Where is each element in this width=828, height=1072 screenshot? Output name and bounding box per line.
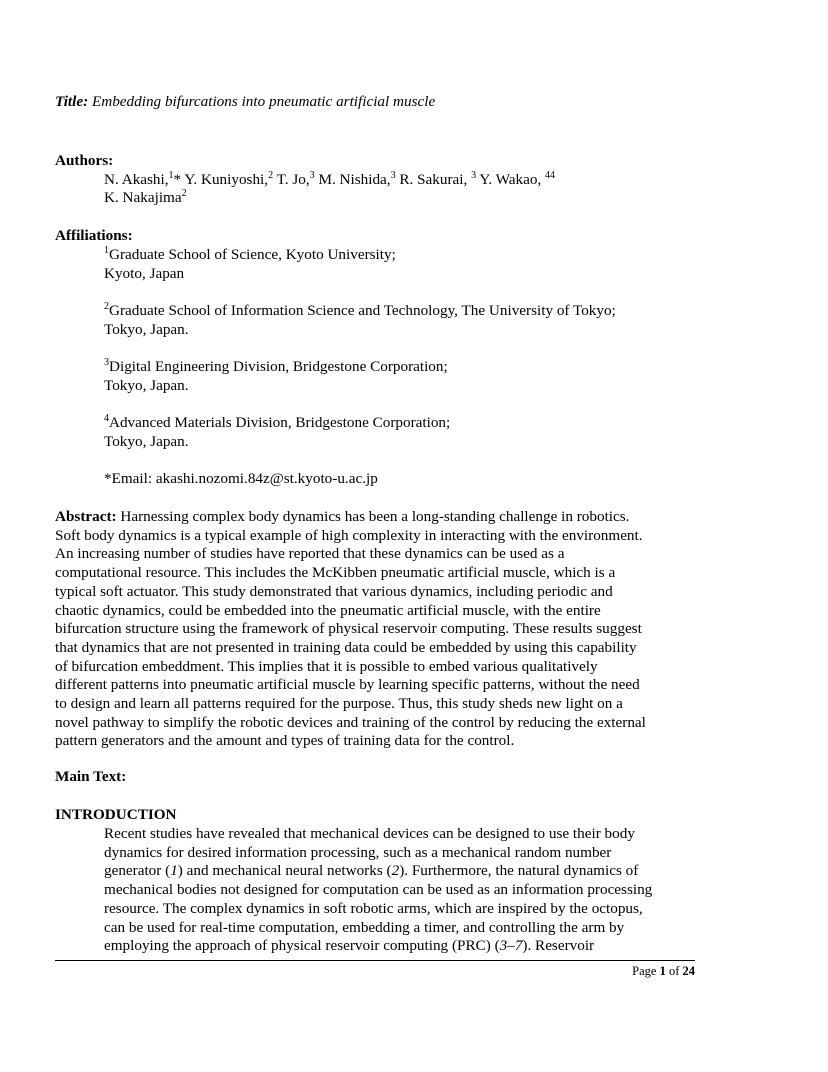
- introduction-line: [104, 919, 699, 938]
- author-affiliation-mark: 2: [268, 170, 274, 181]
- affiliation-location: Tokyo, Japan.: [104, 377, 189, 394]
- abstract-line: [55, 658, 695, 677]
- abstract-label: Abstract:: [55, 508, 117, 525]
- affiliation-location: Tokyo, Japan.: [104, 433, 189, 450]
- author-affiliation-mark: 3: [390, 170, 396, 181]
- introduction-line: [104, 825, 699, 844]
- abstract-line: [55, 714, 695, 733]
- affiliation-mark: 2: [104, 301, 109, 312]
- author-name: R. Sakurai,: [399, 171, 472, 188]
- introduction-body: [104, 825, 699, 956]
- author-affiliation-mark: 4: [550, 170, 556, 181]
- introduction-line: [104, 844, 699, 863]
- abstract-line: [55, 527, 695, 546]
- footer-rule: [55, 960, 695, 961]
- abstract-text: Harnessing complex body dynamics has been a long-standing challenge in robotics.: [116, 508, 630, 525]
- main-text-label: Main Text:: [55, 768, 127, 785]
- introduction-text: Recent studies have revealed that mechanical devices can be designed to use their body: [104, 825, 635, 842]
- author-name: Y. Wakao,: [479, 171, 546, 188]
- abstract-text: to design and learn all patterns required for the purpose. Thus, this study sheds new light on a: [55, 695, 623, 713]
- abstract-line: [55, 583, 695, 602]
- author-affiliation-mark: 4: [545, 170, 551, 181]
- page-number: [632, 962, 695, 981]
- authors-label: Authors:: [55, 152, 114, 169]
- introduction-text: mechanical bodies not designed for computation can be used as an information processing: [104, 881, 653, 899]
- abstract-text: bifurcation structure using the framework of physical reservoir computing. These results suggest: [55, 620, 642, 638]
- citation-ref: 1: [170, 862, 178, 880]
- introduction-text: dynamics for desired information processing, such as a mechanical random number: [104, 843, 612, 861]
- corresponding-email: *Email: akashi.nozomi.84z@st.kyoto-u.ac.jp: [104, 470, 378, 487]
- introduction-text: ). Furthermore, the natural dynamics of: [399, 862, 639, 880]
- author-separator: *: [173, 171, 185, 188]
- abstract-line: [55, 695, 695, 714]
- abstract-text: different patterns into pneumatic artificial muscle by learning specific patterns, without the need: [55, 676, 640, 694]
- abstract-line: [55, 676, 695, 695]
- author-name: M. Nishida,: [318, 171, 391, 188]
- affiliation-2: [104, 302, 616, 321]
- page-of: of: [665, 964, 683, 978]
- page-total: 24: [682, 964, 695, 978]
- abstract-text: computational resource. This includes the McKibben pneumatic artificial muscle, which is a: [55, 564, 616, 582]
- authors-line-2: [104, 189, 187, 208]
- author-name: K. Nakajima: [104, 189, 182, 206]
- affiliation-mark: 3: [104, 357, 109, 368]
- abstract-text: chaotic dynamics, could be embedded into the pneumatic artificial muscle, with the entire: [55, 601, 601, 619]
- affiliation-3: [104, 358, 448, 377]
- abstract-text: An increasing number of studies have reported that these dynamics can be used as a: [55, 545, 565, 563]
- author-affiliation-mark: 3: [309, 170, 315, 181]
- abstract-line: [55, 620, 695, 639]
- affiliation-4: [104, 414, 450, 433]
- introduction-line: [104, 862, 699, 881]
- affiliation-name: Graduate School of Information Science and Technology, The University of Tokyo;: [109, 302, 616, 319]
- abstract: [55, 508, 695, 751]
- affiliation-1: [104, 246, 396, 265]
- author-name: T. Jo,: [276, 171, 310, 188]
- author-name: N. Akashi,: [104, 171, 169, 188]
- affiliation-location: Kyoto, Japan: [104, 265, 185, 282]
- abstract-line: [55, 639, 695, 658]
- affiliation-mark: 1: [104, 245, 109, 256]
- page-current: 1: [659, 964, 666, 978]
- paper-title: [55, 93, 435, 112]
- authors-line-1: [104, 171, 555, 190]
- abstract-line: [55, 508, 695, 527]
- introduction-text: resource. The complex dynamics in soft robotic arms, which are inspired by the octopus,: [104, 899, 643, 917]
- introduction-text: can be used for real-time computation, embedding a timer, and controlling the arm by: [104, 918, 625, 936]
- introduction-text: employing the approach of physical reservoir computing (PRC) (: [104, 937, 500, 955]
- citation-ref: 2: [391, 862, 400, 880]
- author-name: Y. Kuniyoshi,: [184, 171, 269, 188]
- abstract-line: [55, 564, 695, 583]
- title-label: Title:: [55, 93, 89, 110]
- introduction-line: [104, 937, 699, 956]
- introduction-line: [104, 900, 699, 919]
- citation-ref: 3–7: [499, 937, 523, 955]
- title-text: Embedding bifurcations into pneumatic artificial muscle: [91, 93, 436, 110]
- introduction-heading: INTRODUCTION: [55, 806, 177, 823]
- abstract-text: novel pathway to simplify the robotic devices and training of the control by reducing the external: [55, 713, 646, 731]
- affiliation-name: Advanced Materials Division, Bridgestone Corporation;: [109, 414, 451, 431]
- author-affiliation-mark: 3: [471, 170, 477, 181]
- abstract-text: pattern generators and the amount and types of training data for the control.: [55, 732, 515, 750]
- introduction-text: ). Reservoir: [522, 937, 595, 955]
- introduction-text: generator (: [104, 862, 171, 880]
- abstract-text: that dynamics that are not presented in training data could be embedded by using this capability: [55, 638, 637, 656]
- abstract-text: of bifurcation embeddment. This implies that it is possible to embed various qualitatively: [55, 657, 598, 675]
- introduction-text: ) and mechanical neural networks (: [177, 862, 392, 880]
- affiliation-name: Digital Engineering Division, Bridgestone Corporation;: [109, 358, 448, 375]
- abstract-line: [55, 732, 695, 751]
- abstract-line: [55, 545, 695, 564]
- abstract-line: [55, 602, 695, 621]
- author-affiliation-mark: 2: [181, 188, 187, 199]
- affiliations-label: Affiliations:: [55, 227, 133, 244]
- page-prefix: Page: [632, 964, 660, 978]
- affiliation-location: Tokyo, Japan.: [104, 321, 189, 338]
- affiliation-name: Graduate School of Science, Kyoto University;: [109, 246, 396, 263]
- abstract-text: Soft body dynamics is a typical example of high complexity in interacting with the environment.: [55, 526, 643, 544]
- abstract-text: typical soft actuator. This study demonstrated that various dynamics, including periodic and: [55, 582, 613, 600]
- introduction-line: [104, 881, 699, 900]
- affiliation-mark: 4: [104, 413, 109, 424]
- author-affiliation-mark: 1: [168, 170, 174, 181]
